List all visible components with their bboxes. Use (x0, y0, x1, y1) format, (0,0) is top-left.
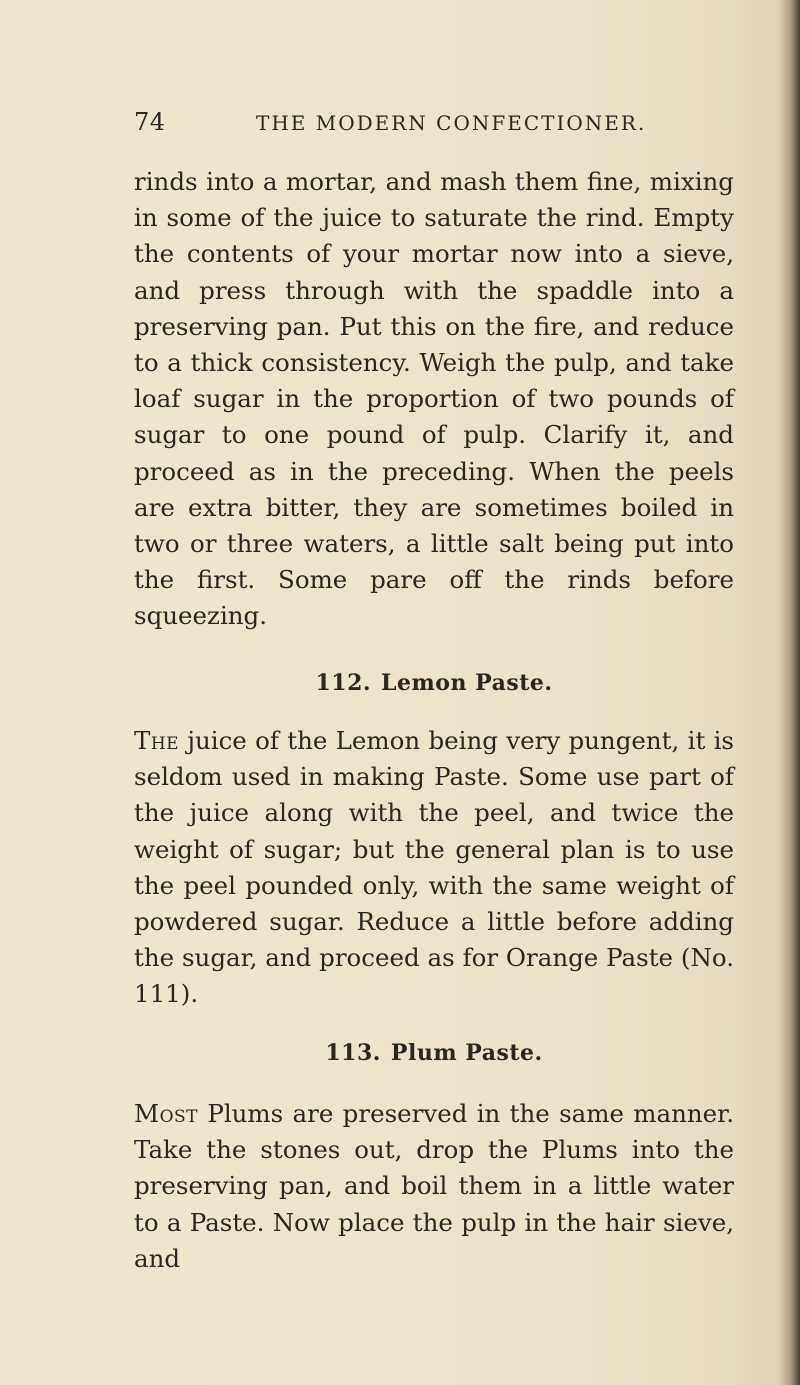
lead-word: Most (134, 1099, 199, 1128)
page-number: 74 (134, 108, 166, 136)
section-title: Plum Paste. (390, 1040, 543, 1066)
section-number: 112. (315, 670, 372, 696)
section-number: 113. (325, 1040, 381, 1066)
paragraph-body: juice of the Lemon being very pungent, it is seldom used in making Paste. Some use part of the juice along with the peel, and twice the weight of sugar; but the general plan is to use the peel pounded only, with the same weight of powdered sugar. Reduce a little before adding the sugar, and proceed as for Orange Paste (No. 111). (134, 726, 734, 1009)
paragraph-lemon-paste (134, 723, 734, 1013)
paragraph-body: Plums are preserved in the same manner. Take the stones out, drop the Plums into the preserving pan, and boil them in a little water to a Paste. Now place the pulp in the hair sieve, and (134, 1099, 734, 1273)
running-head: THE MODERN CONFECTIONER. (256, 111, 647, 135)
paragraph-plum-paste (134, 1096, 734, 1277)
section-title: Lemon Paste. (381, 670, 553, 696)
page-edge-shadow (778, 0, 800, 1385)
section-heading-113 (134, 1040, 734, 1066)
lead-word: The (134, 726, 180, 755)
page-header (134, 108, 734, 144)
section-heading-112 (134, 670, 734, 696)
paragraph-continued: rinds into a mortar, and mash them fine, mixing in some of the juice to saturate the rind. Empty the contents of your mortar now into a sieve, and press through with the spaddle into a preserving pan. Put this on the fire, and reduce to a thick consistency. Weigh the pulp, and take loaf sugar in the proportion of two pounds of sugar to one pound of pulp. Clarify it, and proceed as in the preceding. When the peels are extra bitter, they are sometimes boiled in two or three waters, a little salt being put into the first. Some pare off the rinds before squeezing. (134, 167, 734, 631)
